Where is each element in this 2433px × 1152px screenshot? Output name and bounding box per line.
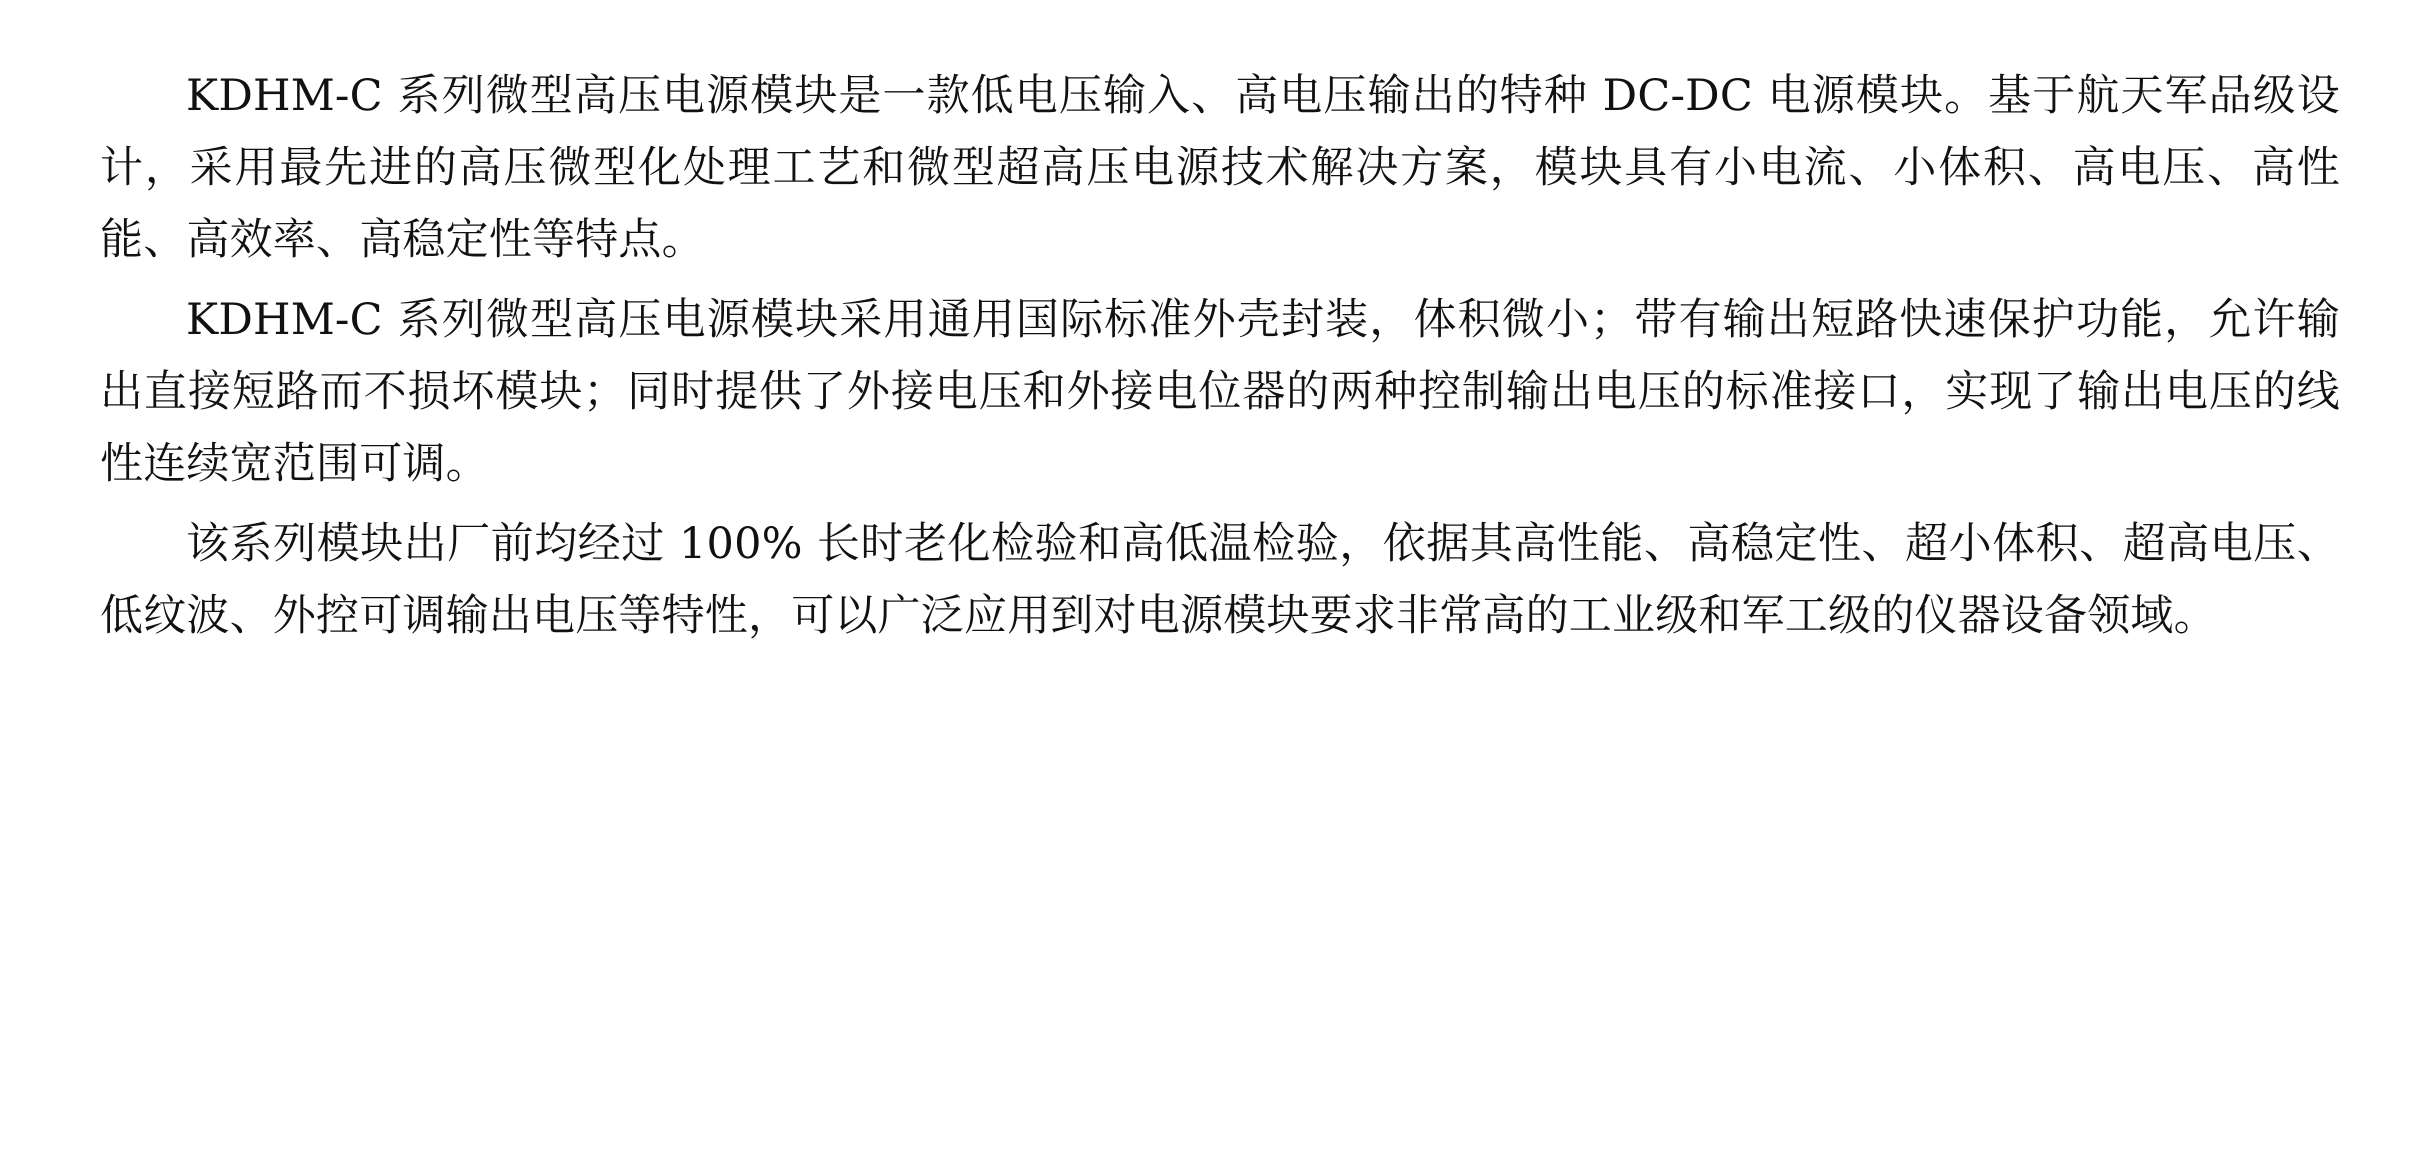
paragraph-packaging-and-protection: KDHM-C 系列微型高压电源模块采用通用国际标准外壳封装，体积微小；带有输出短路快速保护功能，允许输出直接短路而不损坏模块；同时提供了外接电压和外接电位器的两种控制输出电压的标准接口，实现了输出电压的线性连续宽范围可调。 [100,295,2340,489]
document-body [100,60,2340,652]
paragraph-testing-and-applications: 该系列模块出厂前均经过 100% 长时老化检验和高低温检验，依据其高性能、高稳定性、超小体积、超高电压、低纹波、外控可调输出电压等特性，可以广泛应用到对电源模块要求非常高的工业级和军工级的仪器设备领域。 [100,519,2340,641]
paragraph-product-overview: KDHM-C 系列微型高压电源模块是一款低电压输入、高电压输出的特种 DC-DC 电源模块。基于航天军品级设计，采用最先进的高压微型化处理工艺和微型超高压电源技术解决方案，模块具有小电流、小体积、高电压、高性能、高效率、高稳定性等特点。 [100,71,2340,265]
